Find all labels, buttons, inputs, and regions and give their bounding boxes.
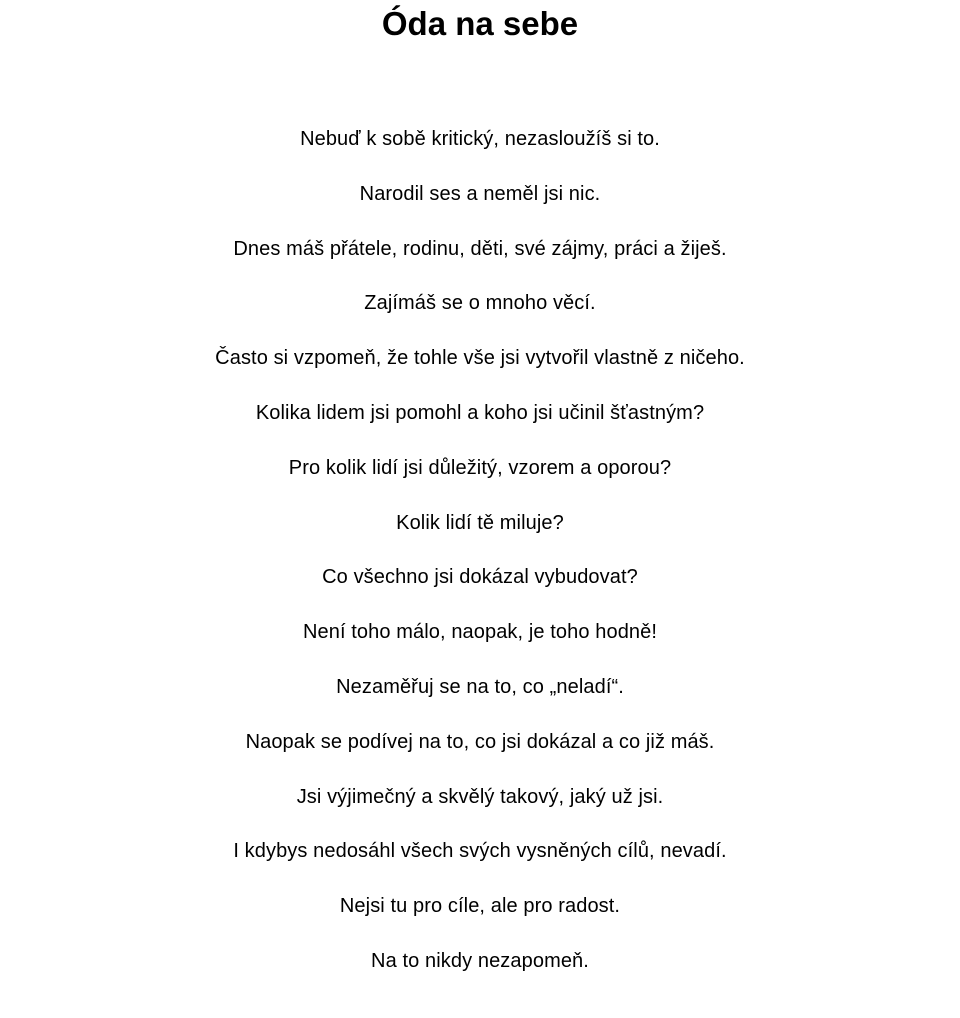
poem-line: Nejsi tu pro cíle, ale pro radost. xyxy=(339,895,621,918)
poem-line: Nebuď k sobě kritický, nezasloužíš si to. xyxy=(300,128,660,150)
poem-body xyxy=(0,118,960,995)
poem-line: Kolik lidí tě miluje? xyxy=(396,511,564,534)
poem-line: Naopak se podívej na to, co jsi dokázal a co již máš. xyxy=(245,730,715,753)
poem-line: Na to nikdy nezapomeň. xyxy=(371,949,589,972)
poem-line: Často si vzpomeň, že tohle vše jsi vytvořil vlastně z ničeho. xyxy=(215,347,745,370)
poem-line: Kolika lidem jsi pomohl a koho jsi učinil šťastným? xyxy=(255,401,705,424)
poem-line: I kdybys nedosáhl všech svých vysněných cílů, nevadí. xyxy=(233,840,727,863)
poem-line: Narodil ses a neměl jsi nic. xyxy=(359,182,601,205)
poem-line: Jsi výjimečný a skvělý takový, jaký už jsi. xyxy=(296,785,664,808)
poem-line: Není toho málo, naopak, je toho hodně! xyxy=(302,621,658,644)
poem-title: Óda na sebe xyxy=(381,5,579,42)
poem-line: Zajímáš se o mnoho věcí. xyxy=(364,292,596,315)
poem-line: Pro kolik lidí jsi důležitý, vzorem a oporou? xyxy=(288,456,672,479)
poem-line: Nezaměřuj se na to, co „neladí“. xyxy=(336,675,624,698)
poem-line: Dnes máš přátele, rodinu, děti, své zájmy, práci a žiješ. xyxy=(233,237,727,260)
poem-line: Co všechno jsi dokázal vybudovat? xyxy=(322,566,638,589)
